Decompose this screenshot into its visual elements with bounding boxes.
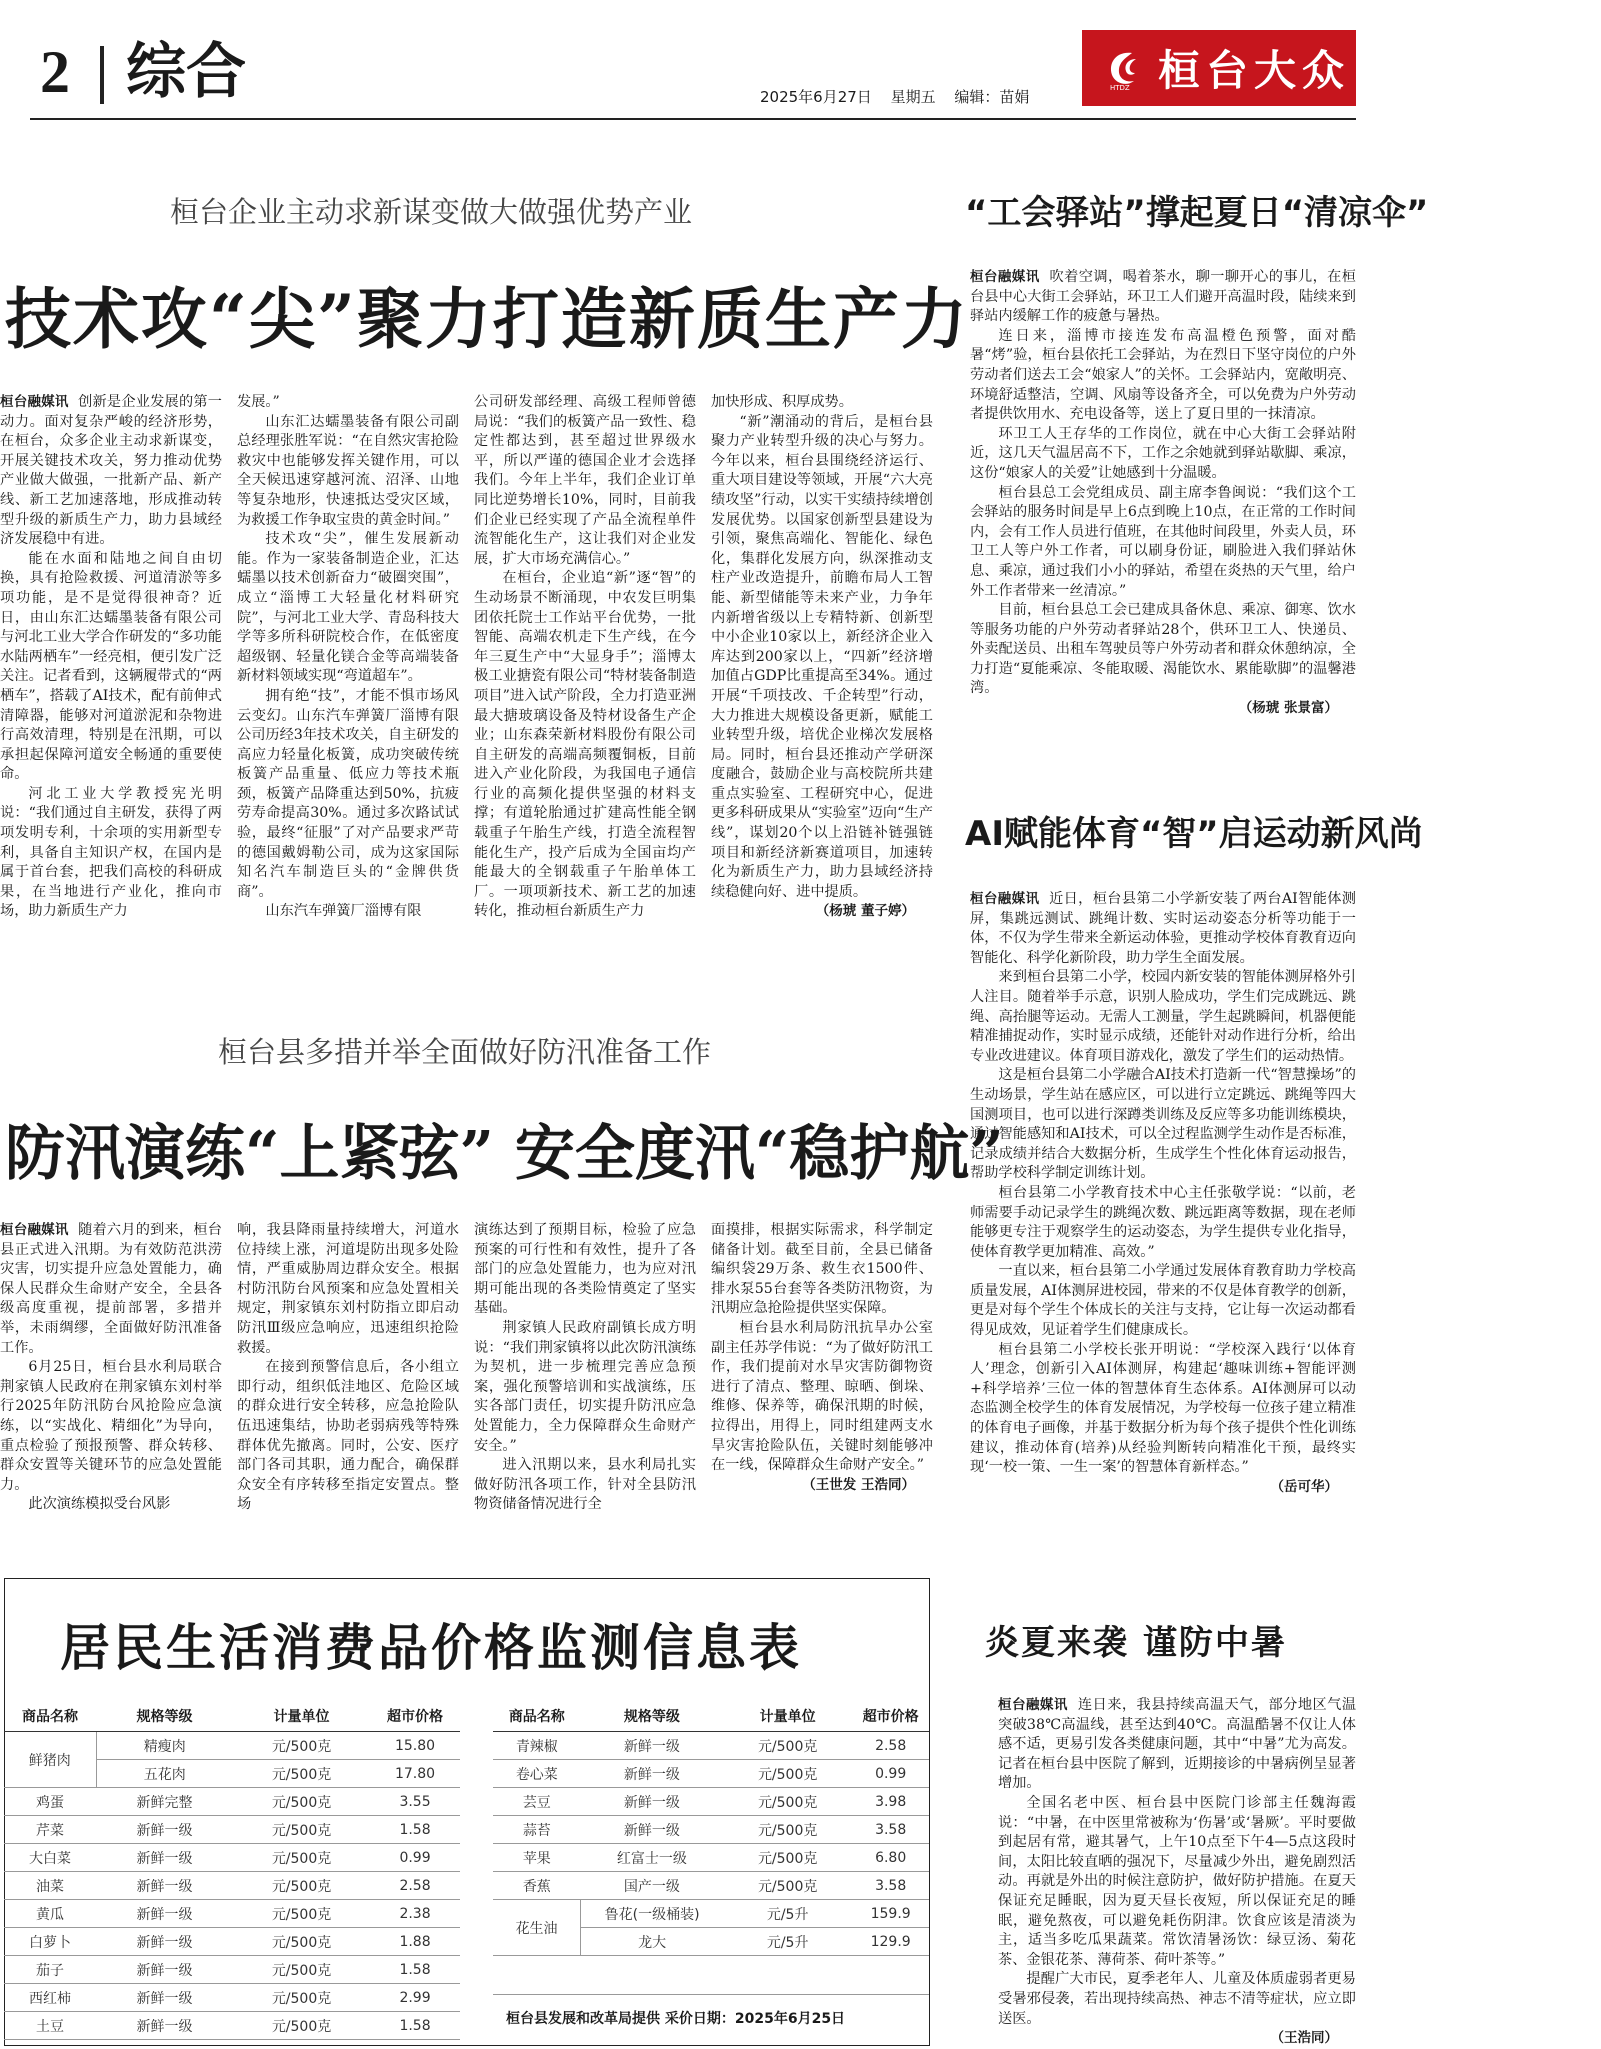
table-cell: 0.99 [852, 1760, 929, 1788]
table-row [4, 1956, 460, 1984]
table-cell: 元/500克 [233, 1760, 370, 1788]
col-header: 商品名称 [493, 1700, 581, 1732]
table-cell: 2.99 [370, 1984, 460, 2012]
paragraph: 演练达到了预期目标，检验了应急预案的可行性和有效性，提升了各部门的应急处置能力，也为应对汛期可能出现的各类险情奠定了坚实基础。 [474, 1222, 696, 1317]
table-cell: 元/500克 [723, 1816, 852, 1844]
col-header: 规格等级 [96, 1700, 233, 1732]
table-cell: 3.58 [852, 1816, 929, 1844]
article5-tag: 桓台融媒讯 [998, 1697, 1068, 1713]
table-cell: 五花肉 [96, 1760, 233, 1788]
paragraph: 近日，桓台县第二小学新安装了两台AI智能体测屏，集跳远测试、跳绳计数、实时运动姿态分析等功能于一体，不仅为学生带来全新运动体验，更推动学校体育教育迈向智能化、科学化新阶段，助力学生全面发展。 [970, 891, 1356, 966]
paragraph: 在桓台，企业追“新”逐“智”的生动场景不断涌现，中农发巨明集团依托院士工作站平台优势，一批智能、高端农机走下生产线，在今年三夏生产中“大显身手”；淄博太极工业搪瓷有限公司“特材装备制造项目”进入试产阶段，全力打造亚洲最大搪玻璃设备及特材设备生产企业；山东森荣新材料股份有限公司自主研发的高端高频覆铜板，目前进入产业化阶段，为我国电子通信行业的高频化提供坚强的材料支撑；有道轮胎通过扩建高性能全钢载重子午胎生产线，打造全流程智能化生产，投产后成为全国亩均产能最大的全钢载重子午胎单体工厂。一项项新技术、新工艺的加速转化，推动桓台新质生产力 [474, 570, 696, 920]
price-table-left [4, 1700, 460, 2040]
paragraph: 连日来，我县持续高温天气，部分地区气温突破38℃高温线，甚至达到40℃。高温酷暑不仅让人体感不适，更易引发各类健康问题，其中“中暑”尤为高发。记者在桓台县中医院了解到，近期接诊的中暑病例呈显著增加。 [998, 1697, 1356, 1792]
table-cell: 苹果 [493, 1844, 581, 1872]
table-cell: 精瘦肉 [96, 1732, 233, 1760]
article4-byline: （岳可华） [1270, 1478, 1338, 1495]
article1-column-1 [0, 393, 222, 993]
table-cell: 2.58 [370, 1872, 460, 1900]
article1-kicker: 桓台企业主动求新谋变做大做强优势产业 [170, 195, 693, 229]
table-cell: 元/500克 [233, 1984, 370, 2012]
paragraph: 发展。” [237, 394, 280, 410]
paragraph: 随着六月的到来，桓台县正式进入汛期。为有效防范洪涝灾害，切实提升应急处置能力，确保人民群众生命财产安全，全县各级高度重视，提前部署，多措并举，未雨绸缪，全面做好防汛准备工作。 [0, 1222, 222, 1356]
article1-column-2 [237, 393, 459, 993]
table-cell: 2.38 [370, 1900, 460, 1928]
table-cell: 红富士一级 [581, 1844, 723, 1872]
paragraph: 创新是企业发展的第一动力。面对复杂严峻的经济形势，在桓台，众多企业主动求新谋变，开展关键技术攻关，努力推动优势产业做大做强，一批新产品、新产线、新工艺加速落地，形成推动转型升级的新质生产力，助力县域经济发展稳中有进。 [0, 394, 222, 548]
paragraph: 此次演练模拟受台风影 [28, 1496, 171, 1513]
paragraph: 山东汽车弹簧厂淄博有限 [265, 903, 422, 920]
table-row [4, 1928, 460, 1956]
table-cell: 元/500克 [233, 1788, 370, 1816]
col-header: 超市价格 [852, 1700, 929, 1732]
table-row [4, 1816, 460, 1844]
table-cell: 香蕉 [493, 1872, 581, 1900]
table-cell: 元/500克 [723, 1872, 852, 1900]
paragraph: 桓台县水利局防汛抗旱办公室副主任苏学伟说：“为了做好防汛工作，我们提前对水旱灾害防御物资进行了清点、整理、晾晒、倒垛、维修、保养等，确保汛期的时候，拉得出，用得上，同时组建两支水旱灾害抢险队伍，关键时刻能够冲在一线，保障群众生命财产安全。” [711, 1319, 933, 1474]
table-row [493, 1844, 929, 1872]
paragraph: 桓台县第二小学教育技术中心主任张敬学说：“以前，老师需要手动记录学生的跳绳次数、跳远距离等数据，现在老师能够更专注于观察学生的运动姿态，为学生提供专业化指导，使体育教学更加精准、高效。” [970, 1184, 1356, 1260]
table-row [493, 1788, 929, 1816]
price-table-title: 居民生活消费品价格监测信息表 [60, 1618, 802, 1677]
table-cell: 鸡蛋 [4, 1788, 96, 1816]
article5-headline: 炎夏来袭 谨防中暑 [985, 1623, 1287, 1663]
article2-column-4 [711, 1221, 933, 1553]
table-cell: 新鲜一级 [96, 2012, 233, 2040]
table-cell: 蒜苔 [493, 1816, 581, 1844]
table-cell: 159.9 [852, 1900, 929, 1928]
table-cell: 2.58 [852, 1732, 929, 1760]
table-cell: 1.88 [370, 1928, 460, 1956]
article2-headline: 防汛演练“上紧弦” 安全度汛“稳护航” [5, 1119, 1004, 1189]
table-cell: 西红柿 [4, 1984, 96, 2012]
table-row [4, 1984, 460, 2012]
page-number: 2 [40, 39, 70, 105]
article2-column-1 [0, 1221, 222, 1553]
paragraph: 进入汛期以来，县水利局扎实做好防汛各项工作，针对全县防汛物资储备情况进行全 [474, 1457, 696, 1513]
article4-headline: AI赋能体育“智”启运动新风尚 [965, 814, 1423, 854]
table-cell: 鲁花(一级桶装) [581, 1900, 723, 1928]
table-cell: 0.99 [370, 1844, 460, 1872]
paragraph: 提醒广大市民，夏季老年人、儿童及体质虚弱者更易受暑邪侵袭，若出现持续高热、神志不清等症状，应立即送医。 [998, 1971, 1356, 2027]
table-cell: 新鲜一级 [581, 1760, 723, 1788]
table-cell: 大白菜 [4, 1844, 96, 1872]
table-cell: 鲜猪肉 [4, 1732, 96, 1788]
table-cell: 龙大 [581, 1928, 723, 1956]
logo-text: 桓台大众 [1158, 46, 1351, 95]
paragraph: 全国名老中医、桓台县中医院门诊部主任魏海霞说：“中暑，在中医里常被称为‘伤暑’或‘暑厥’。平时要做到起居有常，避其暑气，上午10点至下午4—5点这段时间，太阳比较直晒的强况下，尽量减少外出，避免剧烈活动。再就是外出的时候注意防护，做好防护措施。在夏天保证充足睡眠，因为夏天昼长夜短，所以保证充足的睡眠，避免熬夜，可以避免耗伤阴津。饮食应该是清淡为主，适当多吃瓜果蔬菜。常饮清暑汤饮：绿豆汤、菊花茶、金银花茶、薄荷茶、荷叶茶等。” [998, 1794, 1356, 1968]
paragraph: 连日来，淄博市接连发布高温橙色预警，面对酷暑“烤”验，桓台县依托工会驿站，为在烈日下坚守岗位的户外劳动者们送去工会“娘家人”的关怀。工会驿站内，宽敞明亮、环境舒适整洁，空调、风扇等设备齐全，可以免费为户外劳动者提供饮用水、充电设备等，送上了夏日里的一抹清凉。 [970, 327, 1356, 423]
paragraph: 一直以来，桓台县第二小学通过发展体育教育助力学校高质量发展，AI体测屏进校园，带来的不仅是体育教学的创新，更是对每个学生个体成长的关注与支持，它让每一次运动都看得见成效，见证着学生们健康成长。 [970, 1263, 1356, 1339]
paragraph: 荆家镇人民政府副镇长成方明说：“我们荆家镇将以此次防汛演练为契机，进一步梳理完善应急预案，强化预警培训和实战演练，压实各部门责任，切实提升防汛应急处置能力，全力保障群众生命财产安全。” [474, 1319, 696, 1454]
table-cell: 元/500克 [723, 1732, 852, 1760]
table-cell: 土豆 [4, 2012, 96, 2040]
table-cell: 1.58 [370, 1816, 460, 1844]
paragraph: 桓台县第二小学校长张开明说：“学校深入践行‘以体育人’理念，创新引入AI体测屏，构建起‘趣味训练+智能评测+科学培养’三位一体的智慧体育生态体系。AI体测屏可以动态监测全校学生的体育发展情况，为学校每一位孩子建立精准的体育电子画像，并基于数据分析为每个孩子提供个性化训练建议，推动体育(培养)从经验判断转向精准化干预，最终实现‘一校一策、一生一案’的智慧体育新样态。” [970, 1341, 1356, 1476]
logo-swirl-icon [1102, 45, 1148, 91]
table-row [493, 1872, 929, 1900]
issue-date: 2025年6月27日 [760, 88, 872, 106]
table-cell: 元/500克 [723, 1760, 852, 1788]
article2-kicker: 桓台县多措并举全面做好防汛准备工作 [218, 1035, 712, 1069]
article4-tag: 桓台融媒讯 [970, 891, 1040, 907]
logo-small-text: HTDZ [1110, 84, 1130, 91]
table-cell: 卷心菜 [493, 1760, 581, 1788]
table-row [4, 1732, 460, 1760]
paragraph: 技术攻“尖”，催生发展新动能。作为一家装备制造企业，汇达蠕墨以技术创新奋力“破圈突围”，成立“淄博工大轻量化材料研究院”，与河北工业大学、青岛科技大学等多所科研院校合作，在低密度超级钢、轻量化镁合金等高端装备新材料领域实现“弯道超车”。 [237, 531, 459, 685]
table-cell: 129.9 [852, 1928, 929, 1956]
paragraph: 来到桓台县第二小学，校园内新安装的智能体测屏格外引人注目。随着举手示意，识别人脸成功，学生们完成跳远、跳绳、高抬腿等运动。无需人工测量，学生起跳瞬间，机器便能精准捕捉动作，实时显示成绩，还能针对动作进行分析，给出专业改进建议。体育项目游戏化，激发了学生们的运动热情。 [970, 969, 1356, 1064]
masthead-rule [30, 118, 1356, 120]
table-row [493, 1900, 929, 1928]
article4-body [970, 890, 1356, 1552]
table-cell: 3.98 [852, 1788, 929, 1816]
article3-headline: “工会驿站”撑起夏日“清凉伞” [965, 193, 1429, 233]
table-cell: 17.80 [370, 1760, 460, 1788]
article2-byline: （王世发 王浩同） [802, 1476, 915, 1493]
col-header: 计量单位 [723, 1700, 852, 1732]
table-cell: 新鲜一级 [96, 1816, 233, 1844]
table-footer-rule [493, 1994, 929, 1995]
table-cell: 元/500克 [233, 1816, 370, 1844]
col-header: 计量单位 [233, 1700, 370, 1732]
paragraph: 加快形成、积厚成势。 [711, 394, 853, 410]
article5-body [998, 1696, 1356, 2049]
paragraph: 面摸排，根据实际需求，科学制定储备计划。截至目前，全县已储备编织袋29万条、救生衣1500件、排水泵55台套等各类防汛物资，为汛期应急抢险提供坚实保障。 [711, 1222, 933, 1317]
masthead-divider [100, 46, 104, 104]
table-cell: 元/500克 [723, 1788, 852, 1816]
table-cell: 元/500克 [233, 1844, 370, 1872]
table-cell: 元/500克 [233, 2012, 370, 2040]
article3-byline: （杨琥 张景富） [1238, 700, 1338, 717]
table-cell: 花生油 [493, 1900, 581, 1956]
table-cell: 元/500克 [233, 1732, 370, 1760]
table-cell: 3.55 [370, 1788, 460, 1816]
table-cell: 茄子 [4, 1956, 96, 1984]
article3-tag: 桓台融媒讯 [970, 269, 1040, 285]
table-cell: 新鲜一级 [96, 1928, 233, 1956]
paragraph: 响，我县降雨量持续增大，河道水位持续上涨，河道堤防出现多处险情，严重威胁周边群众安全。根据村防汛防台风预案和应急处置相关规定，荆家镇东刘村防指立即启动防汛Ⅲ级应急响应，迅速组织抢险救援。 [237, 1222, 459, 1356]
table-cell: 新鲜一级 [96, 1984, 233, 2012]
article2-column-2 [237, 1221, 459, 1553]
table-cell: 新鲜一级 [96, 1900, 233, 1928]
table-row [4, 1872, 460, 1900]
table-cell: 1.58 [370, 1956, 460, 1984]
table-cell: 元/500克 [233, 1956, 370, 1984]
table-cell: 新鲜一级 [581, 1816, 723, 1844]
paragraph: 河北工业大学教授宪光明说：“我们通过自主研发，获得了两项发明专利，十余项的实用新型专利，具备自主知识产权，在国内是属于首台套，把我们高校的科研成果，在当地进行产业化，推向市场，助力新质生产力 [0, 785, 222, 920]
article1-tag: 桓台融媒讯 [0, 394, 69, 410]
table-row [4, 1900, 460, 1928]
article2-tag: 桓台融媒讯 [0, 1222, 69, 1238]
table-row [493, 1760, 929, 1788]
issue-meta [760, 86, 1029, 107]
article5-byline: （王浩同） [1270, 2030, 1338, 2047]
paragraph: 桓台县总工会党组成员、副主席李鲁闽说：“我们这个工会驿站的服务时间是早上6点到晚上10点，在正常的工作时间内，会有工作人员进行值班，在其他时间段里，外卖人员，环卫工人等户外工作者，可以刷身份证，刷脸进入我们驿站休息、乘凉，通过我们小小的驿站，希望在炎热的天气里，给户外工作者带来一丝清凉。” [970, 484, 1356, 599]
table-cell: 6.80 [852, 1844, 929, 1872]
newspaper-logo [1082, 30, 1356, 106]
article3-body [970, 268, 1356, 750]
price-table-right [493, 1700, 929, 1956]
table-cell: 国产一级 [581, 1872, 723, 1900]
table-cell: 新鲜一级 [96, 1872, 233, 1900]
table-cell: 元/500克 [723, 1844, 852, 1872]
paragraph: 6月25日，桓台县水利局联合荆家镇人民政府在荆家镇东刘村举行2025年防汛防台风抢险应急演练，以“实战化、精细化”为导向，重点检验了预报预警、群众转移、群众安置等关键环节的应急处置能力。 [0, 1359, 222, 1493]
table-cell: 元/5升 [723, 1928, 852, 1956]
paragraph: 这是桓台县第二小学融合AI技术打造新一代“智慧操场”的生动场景，学生站在感应区，可以进行立定跳远、跳绳等四大国测项目，也可以进行深蹲类训练及反应等多功能训练模块，通过智能感知和AI技术，可以全过程监测学生动作是否标准，记录成绩并结合大数据分析，生成学生个性化体育运动报告，帮助学校科学制定训练计划。 [970, 1067, 1356, 1182]
price-table-source: 桓台县发展和改革局提供 采价日期：2025年6月25日 [506, 2011, 846, 2027]
article1-headline: 技术攻“尖”聚力打造新质生产力 [5, 280, 969, 358]
paragraph: 能在水面和陆地之间自由切换，具有抢险救援、河道清淤等多项功能，是不是觉得很神奇？近日，由山东汇达蠕墨装备有限公司与河北工业大学合作研发的“多功能水陆两栖车”一经亮相，便引发广泛关注。记者看到，这辆履带式的“两栖车”，搭载了AI技术，配有前伸式清障器，能够对河道淤泥和杂物进行高效清理，特别是在汛期，可以承担起保障河道安全畅通的重要使命。 [0, 550, 222, 783]
paragraph: “新”潮涌动的背后，是桓台县聚力产业转型升级的决心与努力。今年以来，桓台县围绕经济运行、重大项目建设等领域，开展“六大亮绩攻坚”行动，以实干实绩持续增创发展优势。以国家创新型县建设为引领，聚焦高端化、智能化、绿色化，集群化发展方向，纵深推动支柱产业改造提升，前瞻布局人工智能、新型储能等未来产业，力争年内新增省级以上专精特新、创新型中小企业10家以上，新经济企业入库达到200家以上，“四新”经济增加值占GDP比重提高至34%。通过开展“千项技改、千企转型”行动，大力推进大规模设备更新，赋能工业转型升级，培优企业梯次发展格局。同时，桓台县还推动产学研深度融合，鼓励企业与高校院所共建重点实验室、工程研究中心，促进更多科研成果从“实验室”迈向“生产线”，谋划20个以上沿链补链强链项目和新经济新赛道项目，加速转化为新质生产力，助力县域经济持续稳健向好、进中提质。 [711, 413, 933, 900]
table-cell: 白萝卜 [4, 1928, 96, 1956]
table-cell: 油菜 [4, 1872, 96, 1900]
paragraph: 公司研发部经理、高级工程师曾德局说：“我们的板簧产品一致性、稳定性都达到，甚至超过世界级水平，所以严谨的德国企业才会选择我们。今年上半年，我们企业订单同比逆势增长10%，同时，目前我们企业已经实现了产品全流程单件流智能化生产，这让我们对企业发展，扩大市场充满信心。” [474, 394, 696, 567]
article1-column-4 [711, 393, 933, 993]
paragraph: 在接到预警信息后，各小组立即行动，组织低洼地区、危险区域的群众进行安全转移，应急抢险队伍迅速集结，协助老弱病残等特殊群体优先撤离。同时，公安、医疗部门各司其职，通力配合，确保群众安全有序转移至指定安置点。整场 [237, 1359, 459, 1513]
col-header: 规格等级 [581, 1700, 723, 1732]
table-cell: 新鲜完整 [96, 1788, 233, 1816]
table-cell: 元/500克 [233, 1900, 370, 1928]
table-cell: 新鲜一级 [581, 1788, 723, 1816]
col-header: 超市价格 [370, 1700, 460, 1732]
paragraph: 目前，桓台县总工会已建成具备休息、乘凉、御寒、饮水等服务功能的户外劳动者驿站28个，供环卫工人、快递员、外卖配送员、出租车驾驶员等户外劳动者和群众休憩纳凉，全力打造“夏能乘凉、冬能取暖、渴能饮水、累能歇脚”的温馨港湾。 [970, 602, 1356, 697]
paragraph: 山东汇达蠕墨装备有限公司副总经理张胜军说：“在自然灾害抢险救灾中也能够发挥关键作用，可以全天候迅速穿越河流、沼泽、山地等复杂地形，快速抵达受灾区域，为救援工作争取宝贵的黄金时间。” [237, 413, 459, 528]
table-cell: 新鲜一级 [96, 1956, 233, 1984]
table-cell: 新鲜一级 [581, 1732, 723, 1760]
table-cell: 3.58 [852, 1872, 929, 1900]
table-cell: 新鲜一级 [96, 1844, 233, 1872]
table-cell: 芹菜 [4, 1816, 96, 1844]
table-cell: 元/5升 [723, 1900, 852, 1928]
paragraph: 吹着空调，喝着茶水，聊一聊开心的事儿，在桓台县中心大街工会驿站，环卫工人们避开高温时段，陆续来到驿站内缓解工作的疲惫与暑热。 [970, 269, 1356, 325]
table-row [493, 1816, 929, 1844]
table-cell: 黄瓜 [4, 1900, 96, 1928]
article1-byline: （杨琥 董子婷） [815, 903, 915, 920]
table-cell: 青辣椒 [493, 1732, 581, 1760]
table-row [4, 1788, 460, 1816]
table-cell: 元/500克 [233, 1872, 370, 1900]
table-row [4, 2012, 460, 2040]
article2-column-3 [474, 1221, 696, 1553]
table-row [493, 1732, 929, 1760]
article1-column-3 [474, 393, 696, 993]
table-cell: 15.80 [370, 1732, 460, 1760]
table-cell: 元/500克 [233, 1928, 370, 1956]
table-row [4, 1844, 460, 1872]
table-cell: 1.58 [370, 2012, 460, 2040]
table-cell: 芸豆 [493, 1788, 581, 1816]
paragraph: 拥有绝“技”，才能不惧市场风云变幻。山东汽车弹簧厂淄博有限公司历经3年技术攻关，自主研发的高应力轻量化板簧，成功突破传统板簧产品重量、低应力等技术瓶颈，板簧产品降重达到50%，抗疲劳寿命提高30%。通过多次路试试验，最终“征服”了对产品要求严苛的德国戴姆勒公司，成为这家国际知名汽车制造巨头的“金牌供货商”。 [237, 687, 459, 900]
section-title: 综合 [126, 37, 246, 107]
paragraph: 环卫工人王存华的工作岗位，就在中心大街工会驿站附近，这几天气温居高不下，工作之余她就到驿站歇脚、乘凉，这份“娘家人的关爱”让她感到十分温暖。 [970, 425, 1356, 481]
issue-weekday: 星期五 [890, 88, 936, 106]
col-header: 商品名称 [4, 1700, 96, 1732]
issue-editor: 编辑：苗娟 [954, 88, 1030, 106]
